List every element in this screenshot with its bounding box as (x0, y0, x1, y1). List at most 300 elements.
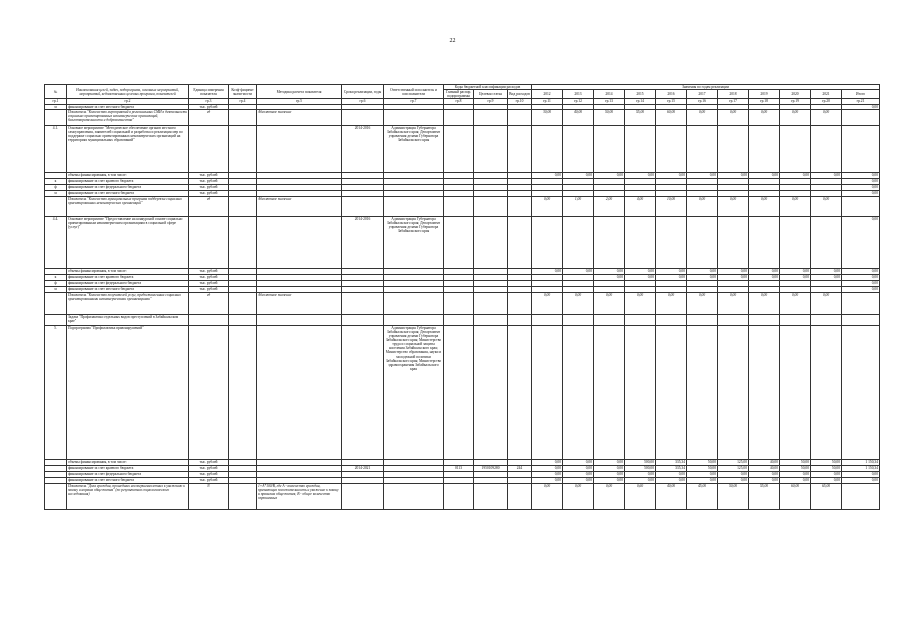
empty-cell (687, 125, 718, 172)
row-value: 500,00 (625, 465, 656, 471)
empty-cell (444, 216, 474, 268)
row-value: 50,00 (687, 465, 718, 471)
row-value: 50,00 (687, 459, 718, 465)
empty-cell (508, 216, 532, 268)
empty-cell (780, 325, 811, 459)
empty-cell (508, 325, 532, 459)
empty-cell (625, 216, 656, 268)
row-value: 50,00 (811, 465, 842, 471)
header-year: 2013 (563, 90, 594, 99)
row-code (45, 109, 67, 125)
empty-cell (474, 314, 508, 325)
empty-cell (625, 125, 656, 172)
subprogram-num: 5. (45, 325, 67, 459)
header-resp: Ответственный исполнитель и соисполнители (384, 85, 444, 99)
row-unit: тыс. рублей (189, 477, 229, 483)
row-unit: тыс. рублей (189, 459, 229, 465)
row-unit: тыс. рублей (189, 268, 229, 274)
row-value: 0,00 (687, 172, 718, 178)
indicator-unit: ед (189, 109, 229, 125)
empty-cell (384, 483, 444, 509)
empty-cell (594, 125, 625, 172)
row-value: 0,00 (749, 477, 780, 483)
empty-cell (532, 125, 563, 172)
header-method: Методика расчета показателя (257, 85, 342, 99)
row-value: 0,00 (656, 274, 687, 280)
empty-cell (687, 314, 718, 325)
column-number: гр.11 (532, 99, 563, 104)
column-number: гр.9 (474, 99, 508, 104)
row-code: ф (45, 184, 67, 190)
row-unit: тыс. рублей (189, 178, 229, 184)
row-cs: 1950109280 (474, 465, 508, 471)
column-number: гр.3 (189, 99, 229, 104)
empty-cell (532, 216, 563, 268)
header-year: 2020 (780, 90, 811, 99)
column-number: гр.2 (67, 99, 189, 104)
row-label: финансирование за счет федерального бюджета (67, 184, 189, 190)
row-value: 0,00 (811, 268, 842, 274)
column-number: гр.14 (625, 99, 656, 104)
empty-cell (749, 125, 780, 172)
row-value: 500,00 (625, 459, 656, 465)
row-value: 0,00 (532, 172, 563, 178)
indicator-value: 0,00 (532, 292, 563, 314)
row-value: 0,00 (687, 471, 718, 477)
indicator-value: 10,00 (656, 196, 687, 216)
indicator-value: 0,00 (594, 483, 625, 509)
row-total: 0,00 (842, 268, 880, 274)
empty-cell (842, 314, 880, 325)
row-term: 2014-2021 (342, 465, 384, 471)
indicator-value: 0,00 (749, 196, 780, 216)
row-value: 0,00 (594, 459, 625, 465)
row-value: 0,00 (625, 471, 656, 477)
row-value: 0,00 (532, 465, 563, 471)
empty-cell (532, 325, 563, 459)
column-number: гр.13 (594, 99, 625, 104)
empty-cell (257, 314, 342, 325)
row-total (842, 292, 880, 314)
measure-term: 2014-2016 (342, 216, 384, 268)
row-value: 40,00 (749, 459, 780, 465)
row-value: 0,00 (811, 477, 842, 483)
header-coef: Коэф-фициент значи-мости (229, 85, 257, 99)
empty-cell (508, 314, 532, 325)
row-code: м (45, 104, 67, 109)
column-number: гр.5 (257, 99, 342, 104)
row-value: 0,00 (780, 471, 811, 477)
header-name: Наименования целей, задач, подпрограмм, основных мероприятий, мероприятий, ведомственных целевых программ, показателей (67, 85, 189, 99)
row-value: 0,00 (780, 274, 811, 280)
empty-cell (444, 325, 474, 459)
row-label: объемы финансирования, в том числе: (67, 459, 189, 465)
row-label: финансирование за счет местного бюджета (67, 477, 189, 483)
indicator-value: 45,00 (687, 483, 718, 509)
header-unit: Единица измерения показателя (189, 85, 229, 99)
row-value: 0,00 (656, 268, 687, 274)
header-total: Итого (842, 90, 880, 99)
empty-cell (342, 109, 384, 125)
empty-cell (656, 314, 687, 325)
row-value: 0,00 (718, 268, 749, 274)
row-value: 0,00 (780, 268, 811, 274)
column-number: гр.7 (384, 99, 444, 104)
empty-cell (532, 314, 563, 325)
empty-cell (780, 125, 811, 172)
indicator-row (45, 196, 880, 216)
measure-row (45, 216, 880, 268)
header-year: 2016 (656, 90, 687, 99)
empty-cell (444, 292, 474, 314)
row-value: 0,00 (656, 477, 687, 483)
row-value: 0,00 (718, 274, 749, 280)
row-value: 0,00 (563, 477, 594, 483)
indicator-value: 0,00 (718, 109, 749, 125)
empty-cell (594, 216, 625, 268)
header-year: 2018 (718, 90, 749, 99)
row-value: 0,00 (811, 471, 842, 477)
indicator-value: 0,00 (594, 292, 625, 314)
header-kbk: Коды бюджетной классификации расходов (444, 85, 532, 90)
column-number: гр.12 (563, 99, 594, 104)
row-value: 0,00 (625, 477, 656, 483)
empty-cell (444, 314, 474, 325)
empty-cell (189, 325, 229, 459)
indicator-label: Показатель "Количество муниципальных программ поддержки социально ориентированных некоммерческих организаций" (67, 196, 189, 216)
indicator-value: 50,00 (594, 109, 625, 125)
empty-cell (384, 196, 444, 216)
row-label: объемы финансирования, в том числе: (67, 268, 189, 274)
row-value: 0,00 (718, 471, 749, 477)
row-value: 0,00 (625, 274, 656, 280)
empty-cell (718, 125, 749, 172)
row-value: 125,00 (718, 459, 749, 465)
empty-cell (656, 125, 687, 172)
header-kbk-sub: Целевая статья (474, 90, 508, 99)
row-label: финансирование за счет местного бюджета (67, 286, 189, 292)
row-value: 0,00 (532, 477, 563, 483)
header-year: 2017 (687, 90, 718, 99)
row-label: финансирование за счет федерального бюджета (67, 471, 189, 477)
empty-cell (656, 216, 687, 268)
indicator-value: 0,00 (656, 292, 687, 314)
measure-label: Основное мероприятие "Методическое обеспечение органов местного самоуправления, заявителей социальной и разработка и реализация мер по поддержке социально ориентированных некоммерческих организаций на территориях муниципальных образований" (67, 125, 189, 172)
empty-cell (811, 314, 842, 325)
row-unit: тыс. рублей (189, 190, 229, 196)
measure-resp: Администрация Губернатора Забайкальского края; Департамент управления делами Губернатора Забайкальского края (384, 216, 444, 268)
empty-cell (342, 292, 384, 314)
row-value: 0,00 (532, 459, 563, 465)
empty-cell (229, 325, 257, 459)
empty-cell (508, 196, 532, 216)
subprogram-row (45, 325, 880, 459)
column-number: гр.18 (749, 99, 780, 104)
indicator-value: 60,00 (656, 109, 687, 125)
header-kbk-sub: Вид расходов (508, 90, 532, 99)
empty-cell (474, 196, 508, 216)
row-code: к (45, 178, 67, 184)
empty-cell (444, 109, 474, 125)
row-value: 0,00 (625, 268, 656, 274)
empty-cell (189, 314, 229, 325)
row-total (842, 109, 880, 125)
row-value: 0,00 (811, 274, 842, 280)
task-row (45, 314, 880, 325)
empty-cell (811, 325, 842, 459)
row-value: 0,00 (749, 274, 780, 280)
column-number: гр.4 (229, 99, 257, 104)
empty-cell (474, 109, 508, 125)
row-label: финансирование за счет краевого бюджета (67, 274, 189, 280)
empty-cell (384, 292, 444, 314)
empty-cell (718, 314, 749, 325)
indicator-row (45, 292, 880, 314)
row-value: 0,00 (594, 471, 625, 477)
empty-cell (656, 325, 687, 459)
row-value: 40,00 (749, 465, 780, 471)
measure-term: 2014-2016 (342, 125, 384, 172)
empty-cell (508, 109, 532, 125)
empty-cell (444, 483, 474, 509)
empty-cell (474, 325, 508, 459)
row-code: ф (45, 280, 67, 286)
row-total: 0,00 (842, 104, 880, 109)
empty-cell (342, 196, 384, 216)
row-code (45, 196, 67, 216)
indicator-value: 0,00 (625, 292, 656, 314)
empty-cell (811, 216, 842, 268)
header-year: 2014 (594, 90, 625, 99)
row-value: 0,00 (594, 465, 625, 471)
indicator-label: Показатель "Количество мероприятий в региональных СМИ в деятельности социально ориентированных некоммерческих организаций, благотворительности и добровольчества" (67, 109, 189, 125)
row-unit: тыс. рублей (189, 280, 229, 286)
column-number: гр.8 (444, 99, 474, 104)
empty-cell (687, 325, 718, 459)
column-number: гр.10 (508, 99, 532, 104)
empty-cell (474, 216, 508, 268)
row-gr: 0113 (444, 465, 474, 471)
subprogram-resp: Администрация Губернатора Забайкальского края; Департамент управления делами Губернатора Забайкальского края; Министерство труда и социальной защиты населения Забайкальского края; Министерство образования, науки и молодежной политики Забайкальского края; Министерство здравоохранения Забайкальского края (384, 325, 444, 459)
indicator-unit: ед (189, 196, 229, 216)
column-number: гр.20 (811, 99, 842, 104)
row-method (257, 125, 342, 172)
row-value: 0,00 (563, 465, 594, 471)
measure-num: 4.4. (45, 216, 67, 268)
indicator-value: 1,00 (563, 196, 594, 216)
row-value: 0,00 (532, 268, 563, 274)
header-num: № (45, 85, 67, 99)
indicator-value: 55,00 (625, 109, 656, 125)
row-total: 0,00 (842, 274, 880, 280)
measure-row (45, 125, 880, 172)
row-value: 0,00 (563, 268, 594, 274)
row-total: 1 150,34 (842, 459, 880, 465)
row-value: 125,00 (718, 465, 749, 471)
empty-cell (474, 292, 508, 314)
indicator-value: 0,00 (780, 109, 811, 125)
row-code (45, 483, 67, 509)
empty-cell (780, 314, 811, 325)
row-code: м (45, 190, 67, 196)
row-value: 50,00 (811, 459, 842, 465)
row-unit: тыс. рублей (189, 172, 229, 178)
indicator-value: 4,00 (625, 196, 656, 216)
row-label: финансирование за счет федерального бюджета (67, 280, 189, 286)
empty-cell (444, 196, 474, 216)
indicator-value: 0,00 (749, 292, 780, 314)
row-total (842, 125, 880, 172)
indicator-value: 50,00 (718, 483, 749, 509)
subprogram-label: Подпрограмма "Профилактика правонарушений" (67, 325, 189, 459)
indicator-value: 0,00 (780, 292, 811, 314)
row-total (842, 483, 880, 509)
row-value: 0,00 (594, 477, 625, 483)
row-unit: тыс. рублей (189, 465, 229, 471)
indicator-method: Абсолютное значение (257, 292, 342, 314)
empty-cell (594, 325, 625, 459)
empty-cell (780, 216, 811, 268)
row-value: 0,00 (780, 172, 811, 178)
indicator-method: Абсолютное значение (257, 196, 342, 216)
row-label: финансирование за счет краевого бюджета (67, 465, 189, 471)
row-value: 0,00 (749, 471, 780, 477)
empty-cell (508, 125, 532, 172)
empty-cell (563, 314, 594, 325)
indicator-value: 0,00 (811, 292, 842, 314)
row-value: 0,00 (563, 172, 594, 178)
row-coef (229, 196, 257, 216)
row-unit: тыс. рублей (189, 104, 229, 109)
empty-cell (594, 314, 625, 325)
row-code: к (45, 274, 67, 280)
empty-cell (749, 325, 780, 459)
row-unit: тыс. рублей (189, 471, 229, 477)
row-value: 0,00 (687, 268, 718, 274)
row-label: объемы финансирования, в том числе: (67, 172, 189, 178)
empty-cell (625, 314, 656, 325)
row-method (257, 216, 342, 268)
measure-resp: Администрация Губернатора Забайкальского края; Департамент управления делами Губернатора Забайкальского края (384, 125, 444, 172)
empty-cell (842, 325, 880, 459)
column-number: гр.6 (342, 99, 384, 104)
row-coef (229, 292, 257, 314)
row-total: 0,00 (842, 184, 880, 190)
indicator-value: 0,00 (811, 109, 842, 125)
empty-cell (625, 325, 656, 459)
row-label: финансирование за счет местного бюджета (67, 190, 189, 196)
indicator-unit: N (189, 483, 229, 509)
row-value: 0,00 (749, 172, 780, 178)
indicator-value: 0,00 (563, 292, 594, 314)
row-code (45, 292, 67, 314)
row-coef (229, 125, 257, 172)
page-number: 22 (449, 38, 456, 44)
row-value: 0,00 (749, 268, 780, 274)
row-label: финансирование за счет краевого бюджета (67, 178, 189, 184)
column-number: гр.15 (656, 99, 687, 104)
row-unit: тыс. рублей (189, 184, 229, 190)
header-year: 2021 (811, 90, 842, 99)
empty-cell (444, 125, 474, 172)
indicator-value: 30,00 (532, 109, 563, 125)
indicator-value: 0,60 (625, 483, 656, 509)
indicator-value: 0,00 (811, 196, 842, 216)
row-value: 0,00 (532, 471, 563, 477)
row-value: 0,00 (656, 172, 687, 178)
row-code: м (45, 286, 67, 292)
header-year: 2015 (625, 90, 656, 99)
empty-cell (563, 216, 594, 268)
indicator-value: 2,00 (594, 196, 625, 216)
header-years-title: Значения по годам реализации (532, 85, 880, 90)
row-unit (189, 216, 229, 268)
indicator-value: 0,00 (718, 196, 749, 216)
indicator-value: 60,00 (780, 483, 811, 509)
empty-cell (342, 314, 384, 325)
row-value: 0,00 (687, 274, 718, 280)
empty-cell (687, 216, 718, 268)
column-number: гр.17 (718, 99, 749, 104)
header-year: 2019 (749, 90, 780, 99)
measure-label: Основное мероприятие "Предоставление на конкурсной основе социально ориентированным некоммерческим организациям в социальной сфере (услуг)" (67, 216, 189, 268)
row-value: 0,00 (811, 172, 842, 178)
indicator-value: 0,00 (718, 292, 749, 314)
empty-cell (749, 216, 780, 268)
header-year: 2012 (532, 90, 563, 99)
task-label: Задача "Профилактика отдельных видов преступлений в Забайкальском крае" (67, 314, 189, 325)
row-coef (229, 483, 257, 509)
row-total: 0,00 (842, 286, 880, 292)
indicator-value: 0,00 (780, 196, 811, 216)
row-total: 0,00 (842, 172, 880, 178)
row-total (842, 196, 880, 216)
indicator-method: 1+A*100/В, где А - количество граждан, признающих положительность и уважение к закону и правилам общежития; В - общее количество опрошенных (257, 483, 342, 509)
indicator-value: 0,00 (687, 109, 718, 125)
row-value: 0,00 (594, 268, 625, 274)
indicator-value: 0,00 (532, 196, 563, 216)
indicator-value: 0,00 (749, 109, 780, 125)
row-total: 1 150,34 (842, 465, 880, 471)
indicator-label: Показатель "Количество получателей услуг, предоставленных социально ориентированными некоммерческими организациями" (67, 292, 189, 314)
row-value: 50,00 (780, 459, 811, 465)
indicator-value: 40,00 (656, 483, 687, 509)
indicator-value: 0,00 (687, 292, 718, 314)
indicator-method: Абсолютное значение (257, 109, 342, 125)
row-value: 335,34 (656, 465, 687, 471)
row-unit: тыс. рублей (189, 274, 229, 280)
row-total: 0,00 (842, 477, 880, 483)
row-unit: тыс. рублей (189, 286, 229, 292)
row-code (45, 314, 67, 325)
empty-cell (508, 292, 532, 314)
row-total: 0,00 (842, 280, 880, 286)
row-value: 0,00 (780, 477, 811, 483)
empty-cell (257, 325, 342, 459)
empty-cell (508, 483, 532, 509)
row-coef (229, 109, 257, 125)
empty-cell (811, 125, 842, 172)
indicator-value: 0,00 (687, 196, 718, 216)
indicator-value: 65,00 (811, 483, 842, 509)
row-total: 0,00 (842, 216, 880, 268)
indicator-unit: ед (189, 292, 229, 314)
row-value: 0,00 (563, 471, 594, 477)
header-kbk-sub: Главный распор. подпрограммы (444, 90, 474, 99)
empty-cell (342, 483, 384, 509)
indicator-row (45, 109, 880, 125)
indicator-row (45, 483, 880, 509)
